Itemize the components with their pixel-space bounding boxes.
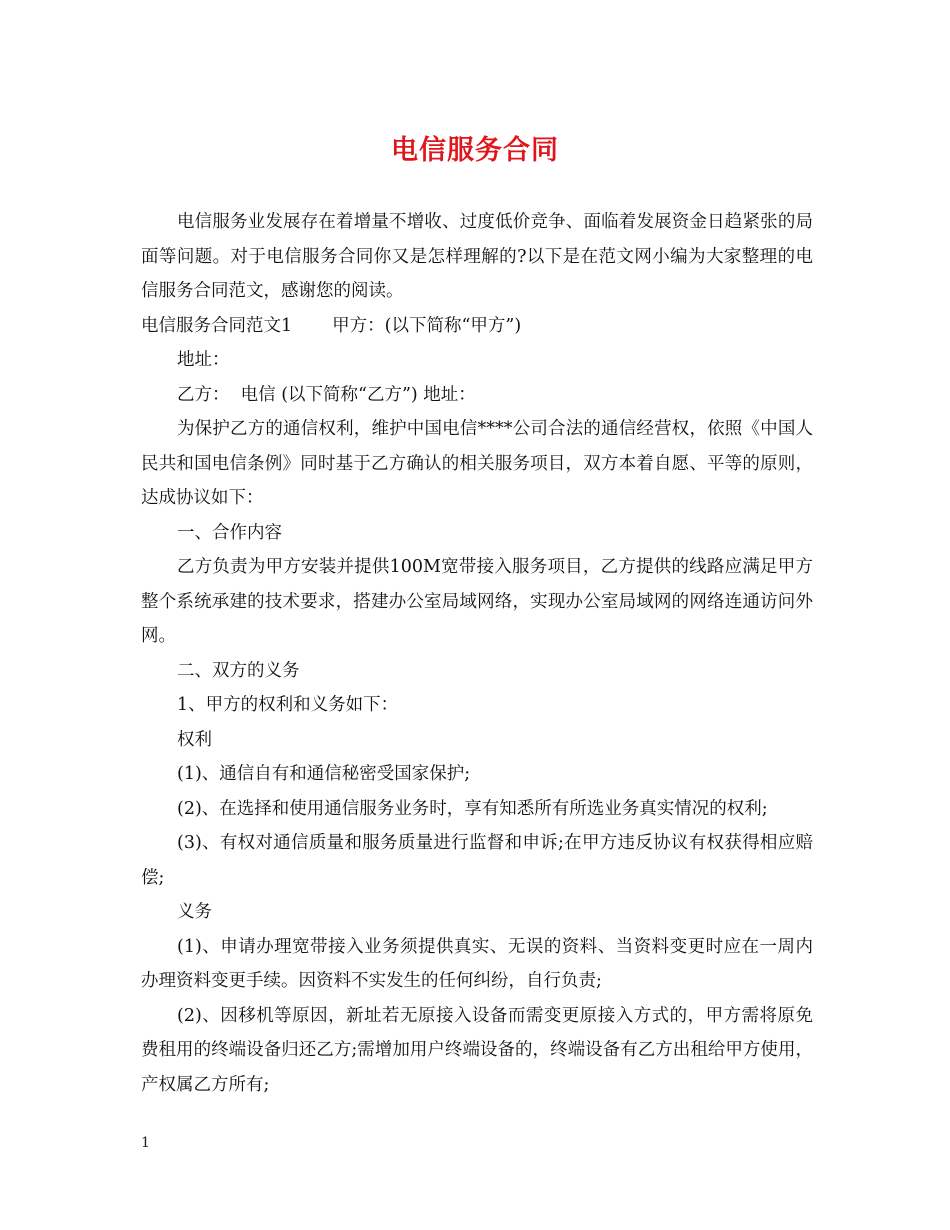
rights-item-1: (1)、通信自有和通信秘密受国家保护; xyxy=(177,764,471,784)
section-heading-cooperation: 一、合作内容 xyxy=(177,522,282,543)
contract-heading-line xyxy=(141,309,813,344)
page-number: 1 xyxy=(141,1135,150,1151)
document-title: 电信服务合同 xyxy=(391,135,559,166)
duties-heading: 义务 xyxy=(177,902,212,922)
duties-item-1: (1)、申请办理宽带接入业务须提供真实、无误的资料、当资料变更时应在一周内办理资料变更手续。因资料不实发生的任何纠纷，自行负责; xyxy=(141,936,813,991)
preamble-paragraph: 为保护乙方的通信权利，维护中国电信****公司合法的通信经营权，依照《中国人民共和国电信条例》同时基于乙方确认的相关服务项目，双方本着自愿、平等的原则，达成协议如下： xyxy=(141,419,813,508)
rights-item-2: (2)、在选择和使用通信服务业务时，享有知悉所有所选业务真实情况的权利; xyxy=(177,798,768,819)
document-body xyxy=(141,205,813,1102)
subsection-party-a: 1、甲方的权利和义务如下： xyxy=(177,695,399,715)
contract-sample-label: 电信服务合同范文1 xyxy=(141,315,293,336)
section-heading-obligations: 二、双方的义务 xyxy=(177,660,300,681)
party-b-line: 乙方： 电信 (以下简称“乙方”) 地址： xyxy=(177,384,476,405)
intro-paragraph: 电信服务业发展存在着增量不增收、过度低价竞争、面临着发展资金日趋紧张的局面等问题。对于电信服务合同你又是怎样理解的?以下是在范文网小编为大家整理的电信服务合同范文，感谢您的阅读。 xyxy=(141,212,813,301)
rights-heading: 权利 xyxy=(177,729,212,750)
duties-item-2: (2)、因移机等原因，新址若无原接入设备而需变更原接入方式的，甲方需将原免费租用的终端设备归还乙方;需增加用户终端设备的，终端设备有乙方出租给甲方使用，产权属乙方所有; xyxy=(141,1005,813,1095)
address-line: 地址： xyxy=(177,350,230,370)
rights-item-3: (3)、有权对通信质量和服务质量进行监督和申诉;在甲方违反协议有权获得相应赔偿; xyxy=(141,833,813,888)
party-a-label: 甲方：(以下简称“甲方”) xyxy=(332,315,522,336)
cooperation-paragraph: 乙方负责为甲方安装并提供100M宽带接入服务项目，乙方提供的线路应满足甲方整个系统承建的技术要求，搭建办公室局域网络，实现办公室局域网的网络连通访问外网。 xyxy=(141,557,813,646)
